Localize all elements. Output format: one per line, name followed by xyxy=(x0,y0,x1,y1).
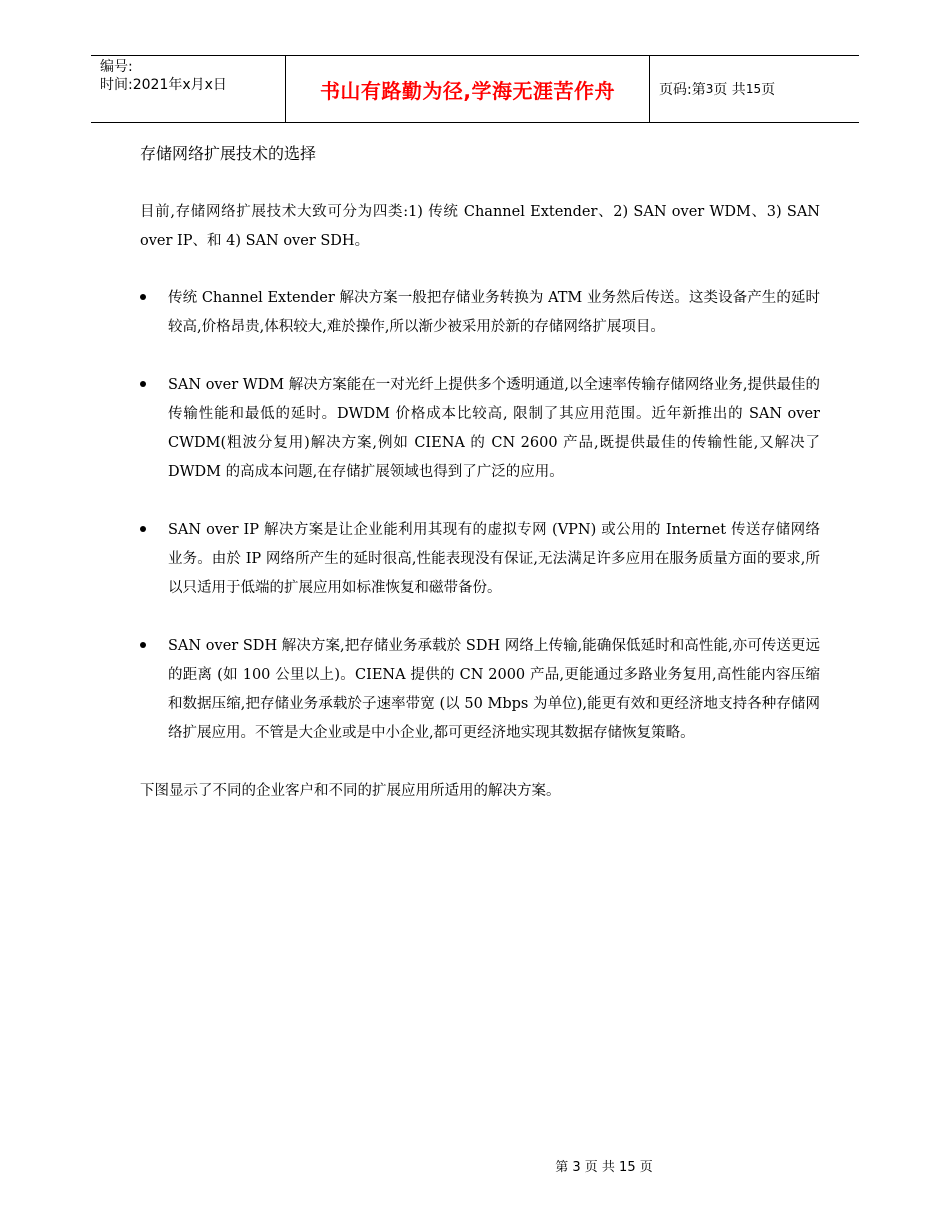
bullet-text: SAN over IP 解决方案是让企业能利用其现有的虚拟专网 (VPN) 或公用的 Internet 传送存储网络业务。由於 IP 网络所产生的延时很高,性能表现没有保证,无法满足许多应用在服务质量方面的要求,所以只适用于低端的扩展应用如标准恢复和磁带备份。 xyxy=(168,522,820,596)
list-item xyxy=(140,516,820,603)
closing-paragraph: 下图显示了不同的企业客户和不同的扩展应用所适用的解决方案。 xyxy=(140,783,561,799)
bullet-icon xyxy=(140,381,146,387)
bullet-icon xyxy=(140,642,146,648)
page-prefix: 页码:第 xyxy=(659,82,706,98)
time-label: 时间:2021年x月x日 xyxy=(100,77,227,93)
list-item xyxy=(140,632,820,748)
header-page-info xyxy=(650,56,859,122)
page-footer: 第 3 页 共 15 页 xyxy=(555,1160,653,1175)
bullet-text: SAN over SDH 解决方案,把存储业务承载於 SDH 网络上传输,能确保低延时和高性能,亦可传送更远的距离 (如 100 公里以上)。CIENA 提供的 CN 2000 产品,更能通过多路业务复用,高性能内容压缩和数据压缩,把存储业务承载於子速率带宽 (以 50 Mbps 为单位),能更有效和更经济地支持各种存储网络扩展应用。不管是大企业或是中小企业,都可更经济地实现其数据存储恢复策略。 xyxy=(168,638,820,741)
intro-paragraph: 目前,存储网络扩展技术大致可分为四类:1) 传统 Channel Extender、2) SAN over WDM、3) SAN over IP、和 4) SAN over SDH。 xyxy=(140,204,820,249)
header-motto: 书山有路勤为径,学海无涯苦作舟 xyxy=(286,56,650,122)
page-number: 3 xyxy=(705,82,714,96)
serial-label: 编号: xyxy=(100,59,133,75)
bullet-icon xyxy=(140,526,146,532)
page-suffix: 页 xyxy=(761,82,776,98)
page-mid: 页 共 xyxy=(713,82,746,98)
list-item xyxy=(140,371,820,487)
header-meta xyxy=(91,56,286,122)
document-body xyxy=(140,140,820,806)
bullet-text: 传统 Channel Extender 解决方案一般把存储业务转换为 ATM 业务然后传送。这类设备产生的延时较高,价格昂贵,体积较大,难於操作,所以渐少被采用於新的存储网络扩展项目。 xyxy=(168,290,820,335)
bullet-icon xyxy=(140,294,146,300)
page-header xyxy=(91,55,859,123)
list-item xyxy=(140,284,820,342)
section-title: 存储网络扩展技术的选择 xyxy=(140,144,317,163)
bullet-text: SAN over WDM 解决方案能在一对光纤上提供多个透明通道,以全速率传输存储网络业务,提供最佳的传输性能和最低的延时。DWDM 价格成本比较高, 限制了其应用范围。近年新推出的 SAN over CWDM(粗波分复用)解决方案,例如 CIENA 的 CN 2600 产品,既提供最佳的传输性能,又解决了 DWDM 的高成本问题,在存储扩展领域也得到了广泛的应用。 xyxy=(168,377,820,480)
page-total: 15 xyxy=(745,82,762,96)
bullet-list xyxy=(140,284,820,748)
